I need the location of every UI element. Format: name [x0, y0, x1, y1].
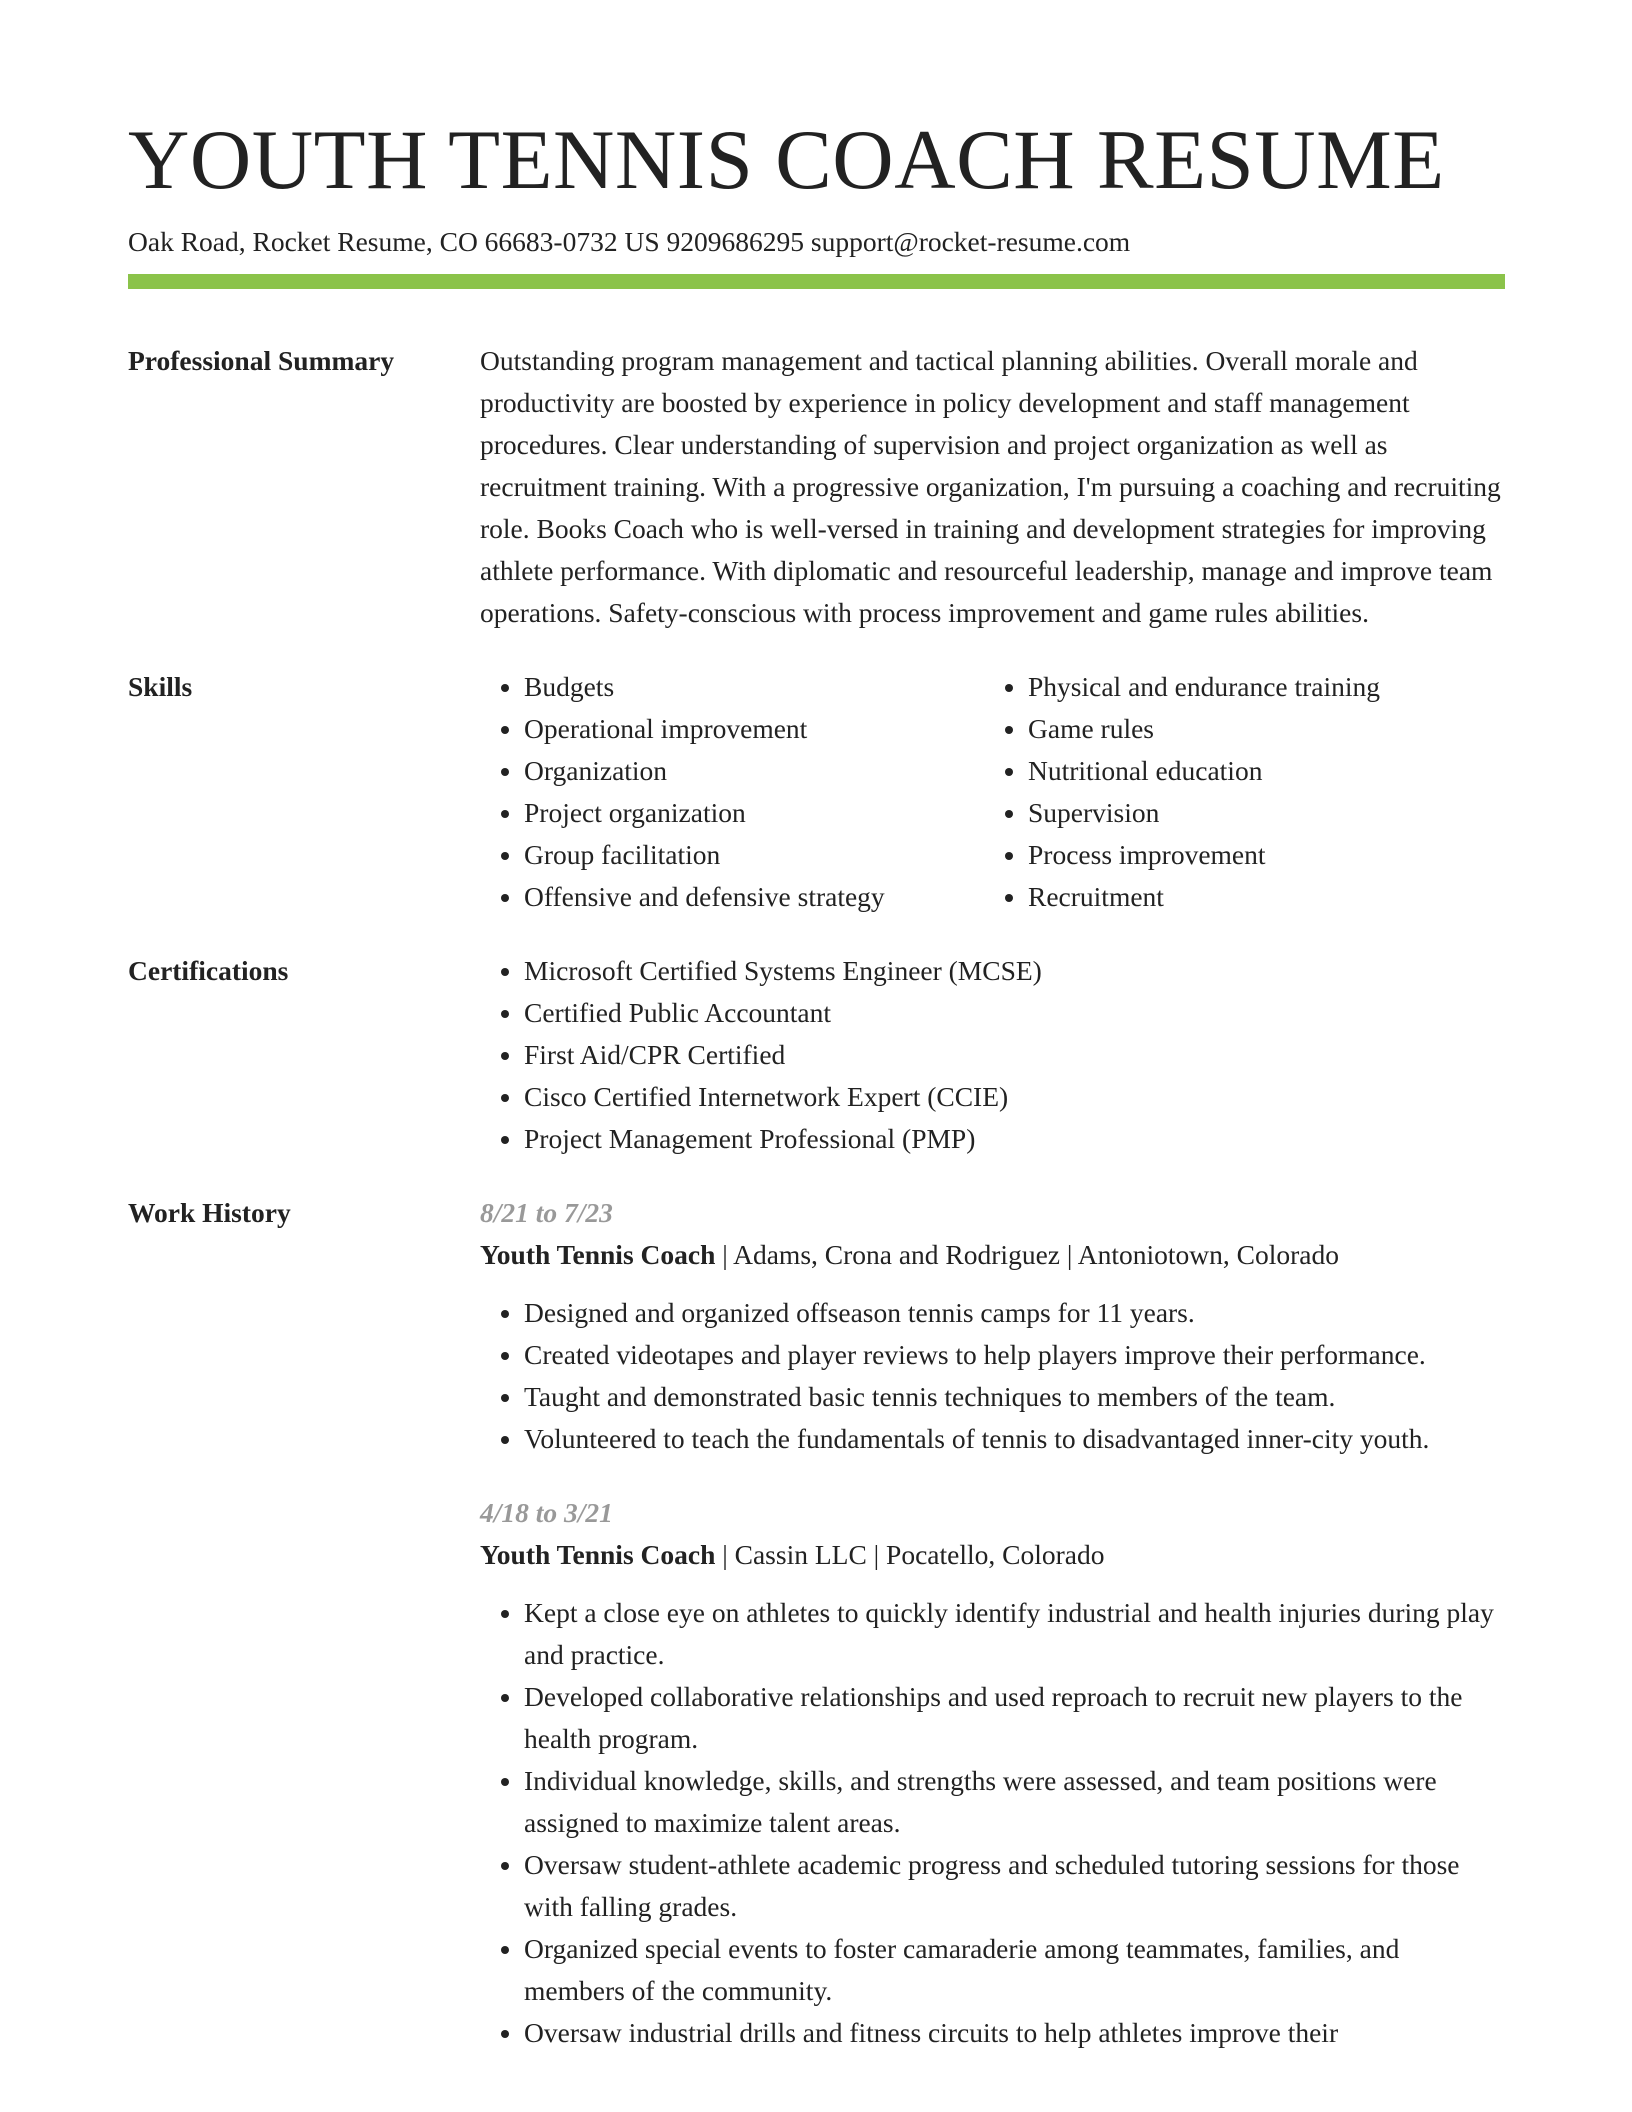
contact-info: Oak Road, Rocket Resume, CO 66683-0732 US 9209686295 support@rocket-resume.com	[128, 226, 1131, 257]
summary-text: Outstanding program management and tactical planning abilities. Overall morale and productivity are boosted by experience in policy development and staff management procedures. Clear understanding of supervision and project organization as well as recruitment training. With a progressive organization, I'm pursuing a coaching and recruiting role. Books Coach who is well-versed in training and development strategies for improving athlete performance. With diplomatic and resourceful leadership, manage and improve team operations. Safety-conscious with process improvement and game rules abilities.	[480, 345, 1501, 628]
skills-column-left	[480, 666, 984, 918]
header-accent-bar	[128, 274, 1505, 289]
work-history-heading: Work History	[128, 1197, 291, 1228]
work-history-section	[128, 1192, 1505, 2054]
certification-item: • First Aid/CPR Certified	[524, 1034, 1505, 1076]
job-bullet: • Kept a close eye on athletes to quickly identify industrial and health injuries during play and practice.	[524, 1592, 1505, 1676]
skills-list-right	[984, 666, 1488, 918]
skill-item: • Project organization	[524, 792, 984, 834]
job-bullet: • Taught and demonstrated basic tennis techniques to members of the team.	[524, 1376, 1505, 1418]
job-bullet: • Designed and organized offseason tennis camps for 11 years.	[524, 1292, 1505, 1334]
skills-columns	[480, 666, 1505, 918]
job-title: Youth Tennis Coach	[480, 1239, 716, 1270]
skill-item: • Recruitment	[1028, 876, 1488, 918]
job-employer-location: | Cassin LLC | Pocatello, Colorado	[715, 1539, 1105, 1570]
job-responsibilities	[480, 1592, 1505, 2054]
skills-body	[480, 666, 1505, 918]
job-bullet: • Volunteered to teach the fundamentals of tennis to disadvantaged inner-city youth.	[524, 1418, 1505, 1460]
summary-heading: Professional Summary	[128, 345, 395, 376]
job-entry	[480, 1492, 1505, 2054]
resume-title: YOUTH TENNIS COACH RESUME	[128, 113, 1445, 207]
job-title-line	[480, 1234, 1505, 1276]
job-employer-location: | Adams, Crona and Rodriguez | Antoniotown, Colorado	[715, 1239, 1339, 1270]
certification-item: • Project Management Professional (PMP)	[524, 1118, 1505, 1160]
certification-item: • Certified Public Accountant	[524, 992, 1505, 1034]
skill-item: • Physical and endurance training	[1028, 666, 1488, 708]
certifications-body	[480, 950, 1505, 1160]
job-dates: 4/18 to 3/21	[480, 1497, 613, 1528]
job-bullet: • Developed collaborative relationships and used reproach to recruit new players to the health program.	[524, 1676, 1505, 1760]
skill-item: • Budgets	[524, 666, 984, 708]
job-bullet: • Individual knowledge, skills, and strengths were assessed, and team positions were assigned to maximize talent areas.	[524, 1760, 1505, 1844]
job-entry	[480, 1192, 1505, 1460]
resume-page	[128, 0, 1505, 2054]
certifications-list	[480, 950, 1505, 1160]
skill-item: • Supervision	[1028, 792, 1488, 834]
skill-item: • Game rules	[1028, 708, 1488, 750]
certification-item: • Microsoft Certified Systems Engineer (MCSE)	[524, 950, 1505, 992]
job-bullet: • Created videotapes and player reviews to help players improve their performance.	[524, 1334, 1505, 1376]
job-dates: 8/21 to 7/23	[480, 1197, 613, 1228]
job-bullet: • Oversaw industrial drills and fitness circuits to help athletes improve their	[524, 2012, 1505, 2054]
job-bullet: • Oversaw student-athlete academic progress and scheduled tutoring sessions for those with falling grades.	[524, 1844, 1505, 1928]
skills-column-right	[984, 666, 1488, 918]
certifications-section	[128, 950, 1505, 1160]
job-title: Youth Tennis Coach	[480, 1539, 716, 1570]
skills-heading: Skills	[128, 671, 193, 702]
skills-section	[128, 666, 1505, 918]
skill-item: • Group facilitation	[524, 834, 984, 876]
work-history-body	[480, 1192, 1505, 2054]
skill-item: • Offensive and defensive strategy	[524, 876, 984, 918]
certification-item: • Cisco Certified Internetwork Expert (CCIE)	[524, 1076, 1505, 1118]
skill-item: • Operational improvement	[524, 708, 984, 750]
job-responsibilities	[480, 1292, 1505, 1460]
summary-section	[128, 340, 1505, 634]
job-bullet: • Organized special events to foster camaraderie among teammates, families, and members of the community.	[524, 1928, 1505, 2012]
skill-item: • Process improvement	[1028, 834, 1488, 876]
certifications-heading: Certifications	[128, 955, 289, 986]
skill-item: • Organization	[524, 750, 984, 792]
skills-list-left	[480, 666, 984, 918]
job-title-line	[480, 1534, 1505, 1576]
skill-item: • Nutritional education	[1028, 750, 1488, 792]
